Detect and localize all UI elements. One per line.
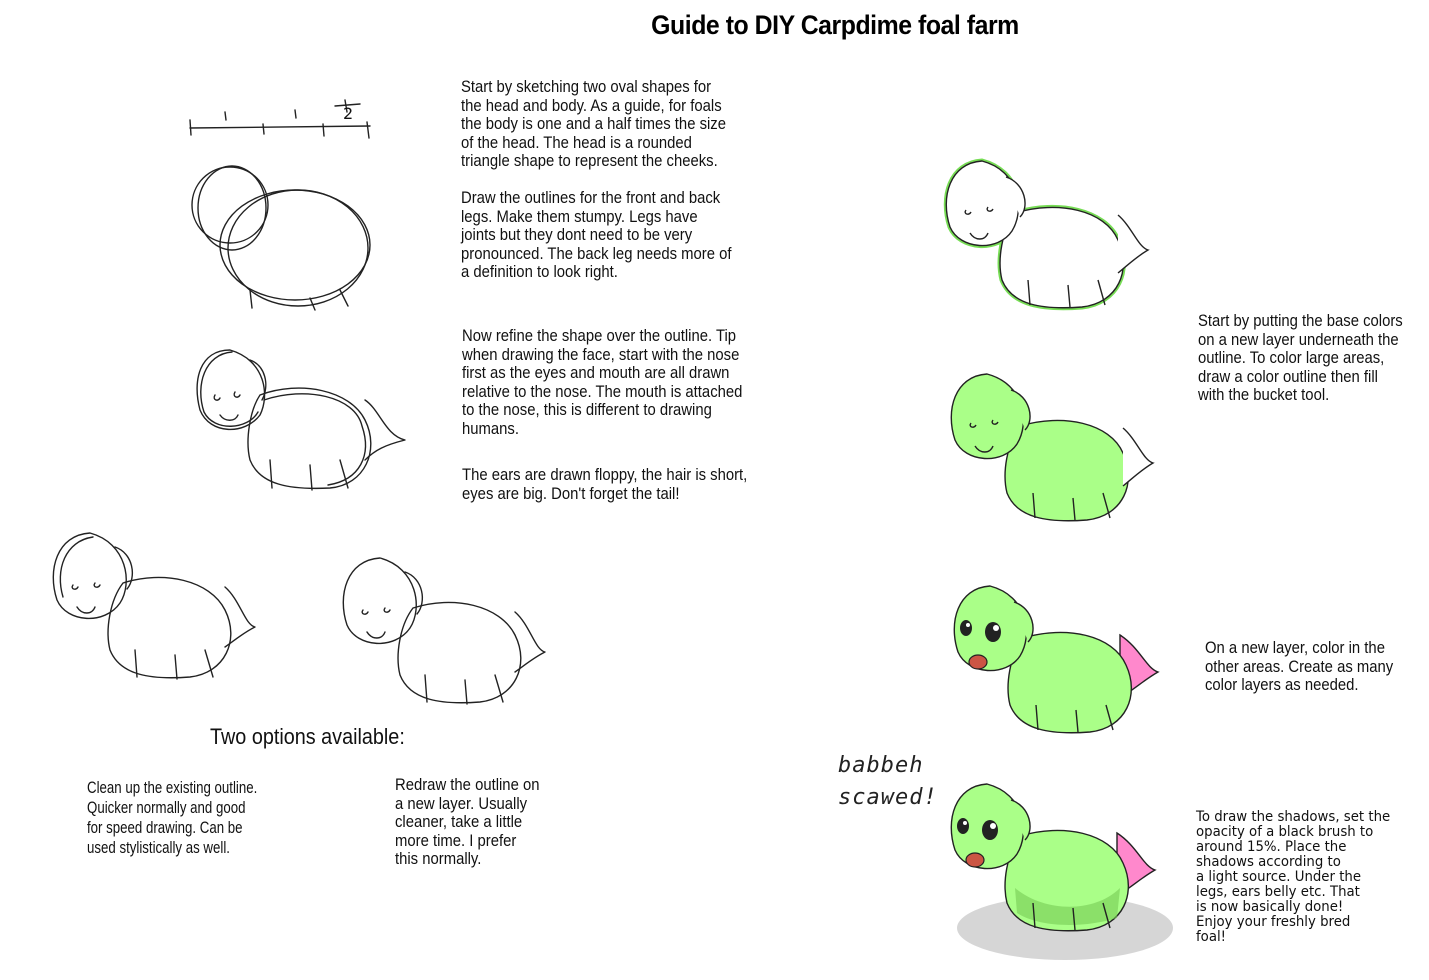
option1-text: Clean up the existing outline. Quicker normally and good for speed drawing. Can be used stylistically as well. xyxy=(87,778,258,857)
step2-text: Draw the outlines for the front and back legs. Make them stumpy. Legs have joints but they dont need to be very pronounced. The back leg needs more of a definition to look right. xyxy=(461,189,732,282)
step1-text: Start by sketching two oval shapes for the head and body. As a guide, for foals the body is one and a half times the size of the head. The head is a rounded triangle shape to represent the cheeks. xyxy=(461,78,726,171)
oval-sketch xyxy=(190,160,390,320)
refined-sketch xyxy=(190,340,410,500)
color3-text: To draw the shadows, set the opacity of a black brush to around 15%. Place the shadows according to a light source. Under the legs, ears belly etc. That is now basically done! Enjoy your freshly bred foal! xyxy=(1196,809,1391,945)
foal-detail-colored xyxy=(948,580,1168,740)
options-heading: Two options available: xyxy=(210,724,405,749)
foal-speech: babbeh scawed! xyxy=(838,753,938,810)
color1-text: Start by putting the base colors on a new layer underneath the outline. To color large areas, draw a color outline then fill with the bucket tool. xyxy=(1198,312,1403,405)
page-title: Guide to DIY Carpdime foal farm xyxy=(651,10,1019,40)
option2-text: Redraw the outline on a new layer. Usually cleaner, take a little more time. I prefer this normally. xyxy=(395,776,540,869)
foal-base-colored xyxy=(945,368,1165,528)
step3-text: Now refine the shape over the outline. Tip when drawing the face, start with the nose first as the eyes and mouth are all drawn relative to the nose. The mouth is attached to the nose, this is different to drawing humans. xyxy=(462,327,743,438)
foal-base-outline xyxy=(940,155,1160,315)
ruler-sketch xyxy=(185,90,385,145)
step4-text: The ears are drawn floppy, the hair is short, eyes are big. Don't forget the tail! xyxy=(462,466,748,503)
ruler-mark: 2 xyxy=(343,104,354,123)
color2-text: On a new layer, color in the other areas. Create as many color layers as needed. xyxy=(1205,639,1394,695)
foal-shaded xyxy=(945,778,1185,973)
cleaned-outline-sketch xyxy=(45,525,265,690)
redrawn-outline-sketch xyxy=(335,550,555,710)
